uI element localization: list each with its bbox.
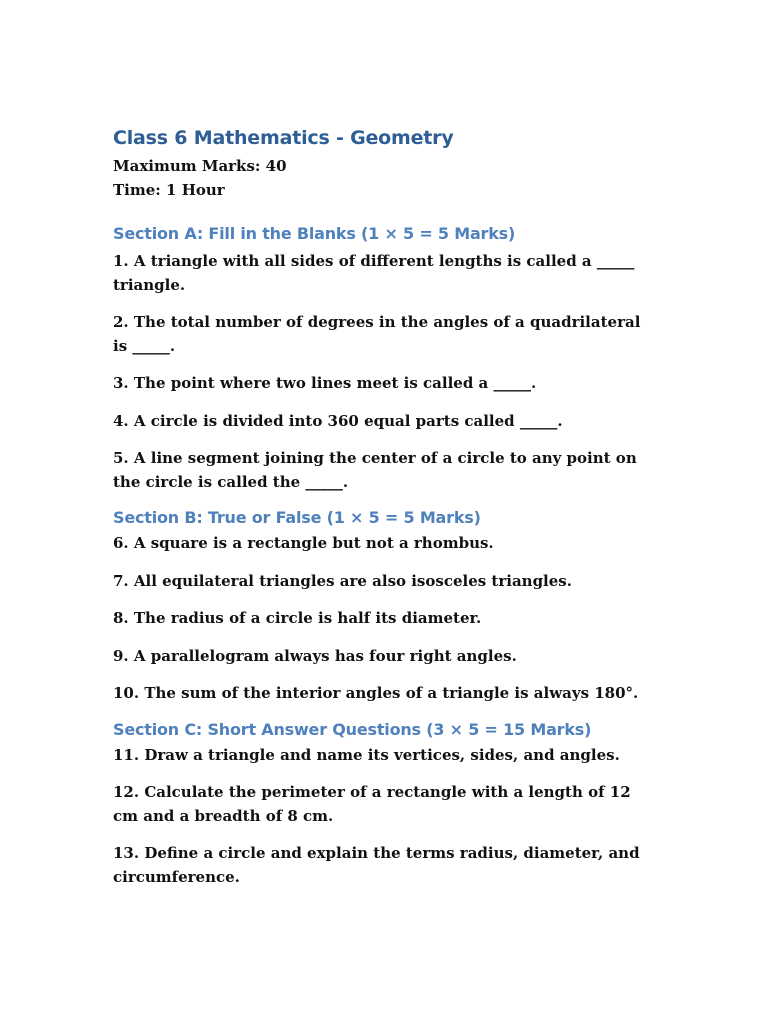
section-c-heading: Section C: Short Answer Questions (3 × 5 = 15 Marks) (113, 719, 592, 739)
maximum-marks: Maximum Marks: 40 (113, 157, 287, 175)
question-4: 4. A circle is divided into 360 equal parts called _____. (113, 411, 563, 430)
question-6: 6. A square is a rectangle but not a rhombus. (113, 534, 494, 552)
question-7: 7. All equilateral triangles are also isosceles triangles. (113, 571, 572, 590)
question-12: 12. Calculate the perimeter of a rectangle with a length of 12 cm and a breadth of 8 cm. (113, 783, 631, 825)
question-3: 3. The point where two lines meet is called a _____. (113, 374, 537, 392)
question-1: 1. A triangle with all sides of different lengths is called a _____ triangle. (113, 252, 635, 294)
question-9: 9. A parallelogram always has four right angles. (113, 646, 517, 665)
section-b-heading: Section B: True or False (1 × 5 = 5 Marks) (113, 508, 481, 527)
time-allowed: Time: 1 Hour (113, 181, 225, 199)
document-page (113, 124, 653, 903)
question-10: 10. The sum of the interior angles of a triangle is always 180°. (113, 684, 639, 702)
question-11: 11. Draw a triangle and name its vertices, sides, and angles. (113, 745, 620, 764)
section-a-heading: Section A: Fill in the Blanks (1 × 5 = 5 Marks) (113, 224, 516, 243)
question-5: 5. A line segment joining the center of a circle to any point on the circle is called the _____. (113, 449, 637, 491)
question-13: 13. Define a circle and explain the terms radius, diameter, and circumference. (113, 844, 640, 886)
page-title: Class 6 Mathematics - Geometry (113, 127, 454, 149)
question-8: 8. The radius of a circle is half its diameter. (113, 609, 482, 627)
question-2: 2. The total number of degrees in the angles of a quadrilateral is _____. (113, 313, 641, 355)
